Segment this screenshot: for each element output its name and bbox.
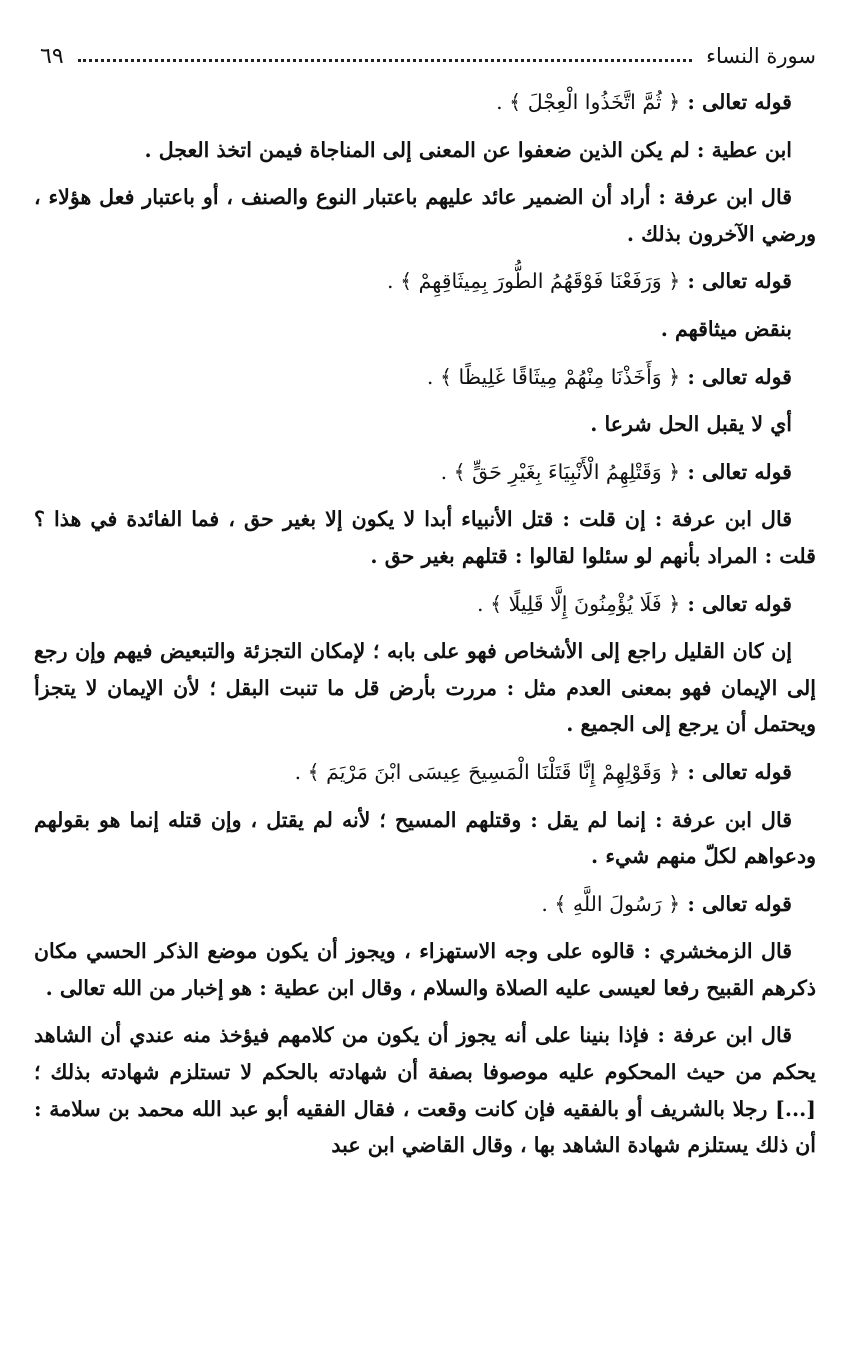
verse-heading bbox=[34, 263, 816, 300]
verse-intro: قوله تعالى : bbox=[687, 891, 792, 916]
verse-intro: قوله تعالى : bbox=[687, 90, 792, 114]
quran-verse: ﴿ فَلَا يُؤْمِنُونَ إِلَّا قَلِيلًا ﴾ . bbox=[477, 591, 681, 616]
verse-intro: قوله تعالى : bbox=[687, 591, 792, 616]
commentary-paragraph: قال ابن عرفة : فإذا بنينا على أنه يجوز أن يكون من كلامهم فيؤخذ منه عندي أن الشاهد يحكم من حيث المحكوم عليه موصوفا بصفة أن شهادته بالحكم لا تستلزم شهادته بذلك ؛[...] رجلا بالشريف أو بالفقيه فإن كانت وقعت ، فقال الفقيه أبو عبد الله محمد بن سلامة : أن ذلك يستلزم شهادة الشاهد بها ، وقال القاضي ابن عبد bbox=[34, 1023, 816, 1158]
commentary-paragraph: ابن عطية : لم يكن الذين ضعفوا عن المعنى إلى المناجاة فيمن اتخذ العجل . bbox=[144, 137, 792, 162]
commentary-paragraph: بنقض ميثاقهم . bbox=[660, 316, 792, 341]
verse-heading bbox=[34, 454, 816, 491]
commentary-paragraph: قال ابن عرفة : إن قلت : قتل الأنبياء أبدا لا يكون إلا بغير حق ، فما الفائدة في هذا ؟ قلت : المراد بأنهم لو سئلوا لقالوا : قتلهم بغير حق . bbox=[34, 507, 816, 568]
quran-verse: ﴿ ثُمَّ اتَّخَذُوا الْعِجْلَ ﴾ . bbox=[496, 90, 681, 114]
surah-title: سورة النساء bbox=[706, 44, 816, 68]
quran-verse: ﴿ وَأَخَذْنَا مِنْهُمْ مِيثَاقًا غَلِيظًا ﴾ . bbox=[426, 364, 681, 389]
verse-intro: قوله تعالى : bbox=[687, 269, 792, 294]
verse-heading bbox=[34, 586, 816, 623]
verse-heading bbox=[34, 359, 816, 396]
quran-verse: ﴿ وَرَفَعْنَا فَوْقَهُمُ الطُّورَ بِمِيثَاقِهِمْ ﴾ . bbox=[387, 269, 681, 294]
commentary-paragraph: قال ابن عرفة : إنما لم يقل : وقتلهم المسيح ؛ لأنه لم يقتل ، وإن قتله إنما هو بقولهم ودعواهم لكلّ منهم شيء . bbox=[34, 807, 816, 869]
quran-verse: ﴿ رَسُولَ اللَّهِ ﴾ . bbox=[541, 891, 681, 916]
page-number: ٦٩ bbox=[40, 43, 64, 69]
commentary-paragraph: أي لا يقبل الحل شرعا . bbox=[590, 412, 792, 437]
page-header bbox=[40, 38, 816, 74]
verse-heading bbox=[34, 84, 816, 121]
verse-intro: قوله تعالى : bbox=[687, 759, 792, 784]
verse-intro: قوله تعالى : bbox=[687, 459, 792, 484]
verse-heading bbox=[34, 886, 816, 923]
verse-intro: قوله تعالى : bbox=[687, 364, 792, 389]
header-dotted-rule bbox=[78, 59, 693, 62]
verse-heading bbox=[34, 754, 816, 791]
commentary-paragraph: إن كان القليل راجع إلى الأشخاص فهو على بابه ؛ لإمكان التجزئة والتبعيض فيهم وإن رجع إلى الإيمان فهو بمعنى العدم مثل : مررت بأرض قل ما تنبت البقل ؛ لأن الإيمان لا يتجزأ ويحتمل أن يرجع إلى الجميع . bbox=[34, 639, 816, 737]
quran-verse: ﴿ وَقَتْلِهِمُ الْأَنْبِيَاءَ بِغَيْرِ حَقٍّ ﴾ . bbox=[440, 459, 681, 484]
commentary-paragraph: قال ابن عرفة : أراد أن الضمير عائد عليهم باعتبار النوع والصنف ، أو باعتبار فعل هؤلاء ، ورضي الآخرون بذلك . bbox=[34, 185, 816, 246]
quran-verse: ﴿ وَقَوْلِهِمْ إِنَّا قَتَلْنَا الْمَسِيحَ عِيسَى ابْنَ مَرْيَمَ ﴾ . bbox=[294, 759, 681, 784]
page-body bbox=[34, 84, 816, 1175]
commentary-paragraph: قال الزمخشري : قالوه على وجه الاستهزاء ، ويجوز أن يكون موضع الذكر الحسي مكان ذكرهم القبيح رفعا لعيسى عليه الصلاة والسلام ، وقال ابن عطية : هو إخبار من الله تعالى . bbox=[34, 939, 816, 1000]
